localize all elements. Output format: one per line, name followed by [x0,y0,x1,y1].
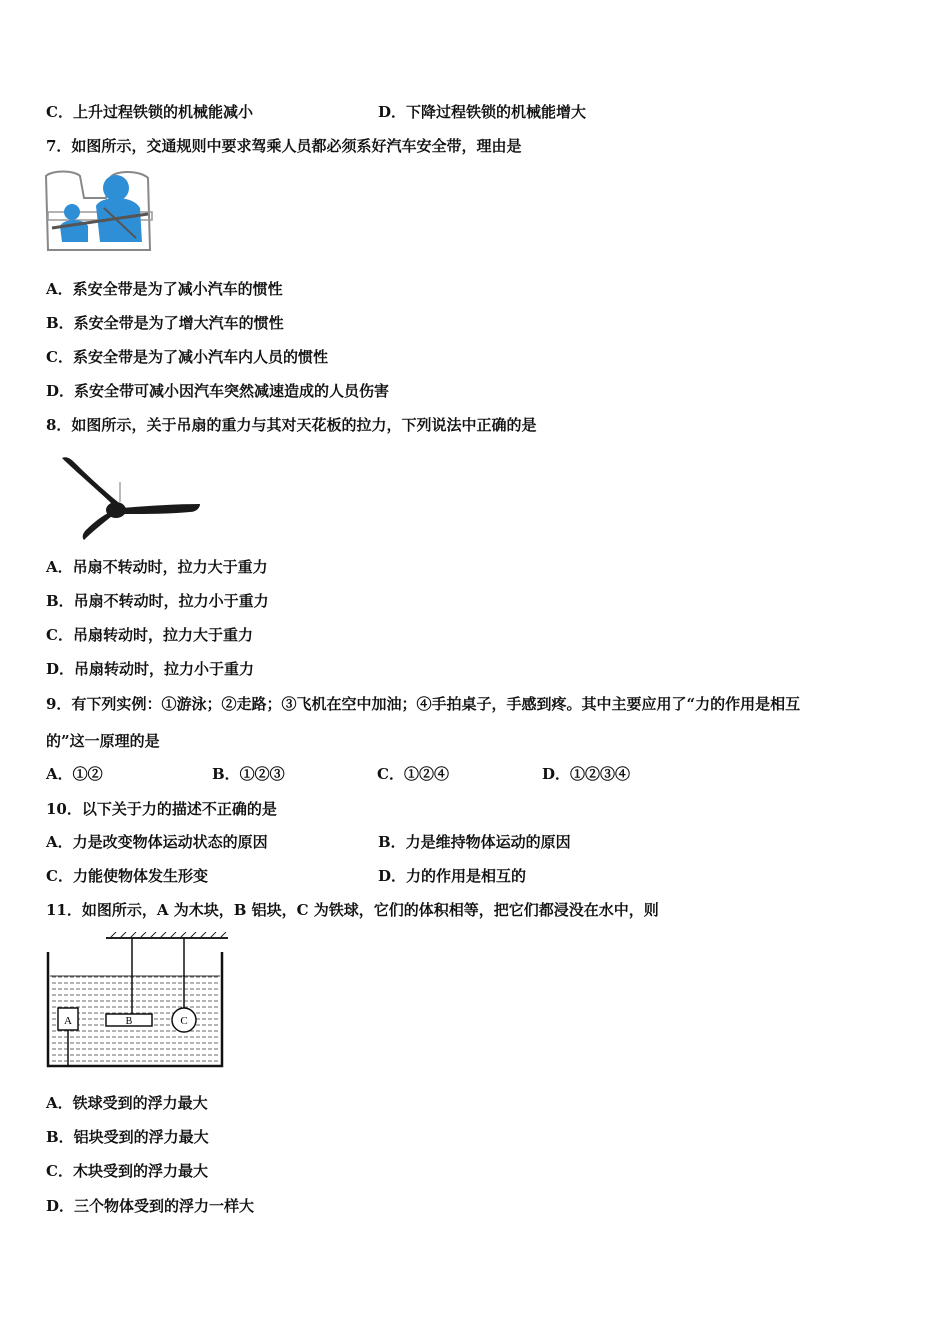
q8-option-b: B．吊扇不转动时，拉力小于重力 [46,592,269,610]
q9-stem-line1: 9．有下列实例：①游泳；②走路；③飞机在空中加油；④手拍桌子，手感到疼。其中主要应用了“力的作用是相互 [46,695,801,713]
q7-option-c: C．系安全带是为了减小汽车内人员的惯性 [46,348,328,366]
q11-option-d: D．三个物体受到的浮力一样大 [46,1197,255,1215]
q8-option-a: A．吊扇不转动时，拉力大于重力 [46,558,268,576]
q6-option-c: C．上升过程铁锁的机械能减小 [46,103,253,121]
q8-stem: 8．如图所示，关于吊扇的重力与其对天花板的拉力，下列说法中正确的是 [46,416,537,434]
q9-option-d: D．①②③④ [542,765,631,783]
q7-stem: 7．如图所示，交通规则中要求驾乘人员都必须系好汽车安全带，理由是 [46,137,522,155]
q10-option-a: A．力是改变物体运动状态的原因 [46,833,268,851]
q9-option-c: C．①②④ [377,765,449,783]
q7-option-d: D．系安全带可减小因汽车突然减速造成的人员伤害 [46,382,390,400]
object-b-label: B [125,1016,133,1027]
object-c-label: C [180,1015,188,1027]
buoyancy-figure [46,932,232,1068]
q10-option-b: B．力是维持物体运动的原因 [378,833,571,851]
q6-option-d: D．下降过程铁锁的机械能增大 [378,103,587,121]
q11-option-c: C．木块受到的浮力最大 [46,1162,208,1180]
q10-option-c: C．力能使物体发生形变 [46,867,208,885]
q9-option-b: B．①②③ [212,765,285,783]
q11-option-b: B．铝块受到的浮力最大 [46,1128,209,1146]
q9-option-a: A．①② [46,765,103,783]
ceiling-fan-figure [56,452,204,544]
seatbelt-figure [44,168,156,260]
q10-stem: 10．以下关于力的描述不正确的是 [46,800,277,818]
q10-option-d: D．力的作用是相互的 [378,867,527,885]
object-a-label: A [64,1015,72,1027]
q8-option-d: D．吊扇转动时，拉力小于重力 [46,660,255,678]
q7-option-a: A．系安全带是为了减小汽车的惯性 [46,280,283,298]
q7-option-b: B．系安全带是为了增大汽车的惯性 [46,314,284,332]
q9-stem-line2: 的”这一原理的是 [46,732,160,750]
q8-option-c: C．吊扇转动时，拉力大于重力 [46,626,253,644]
q11-option-a: A．铁球受到的浮力最大 [46,1094,208,1112]
q11-stem: 11．如图所示，A 为木块，B 铝块，C 为铁球，它们的体积相等，把它们都浸没在水中，则 [46,901,659,919]
